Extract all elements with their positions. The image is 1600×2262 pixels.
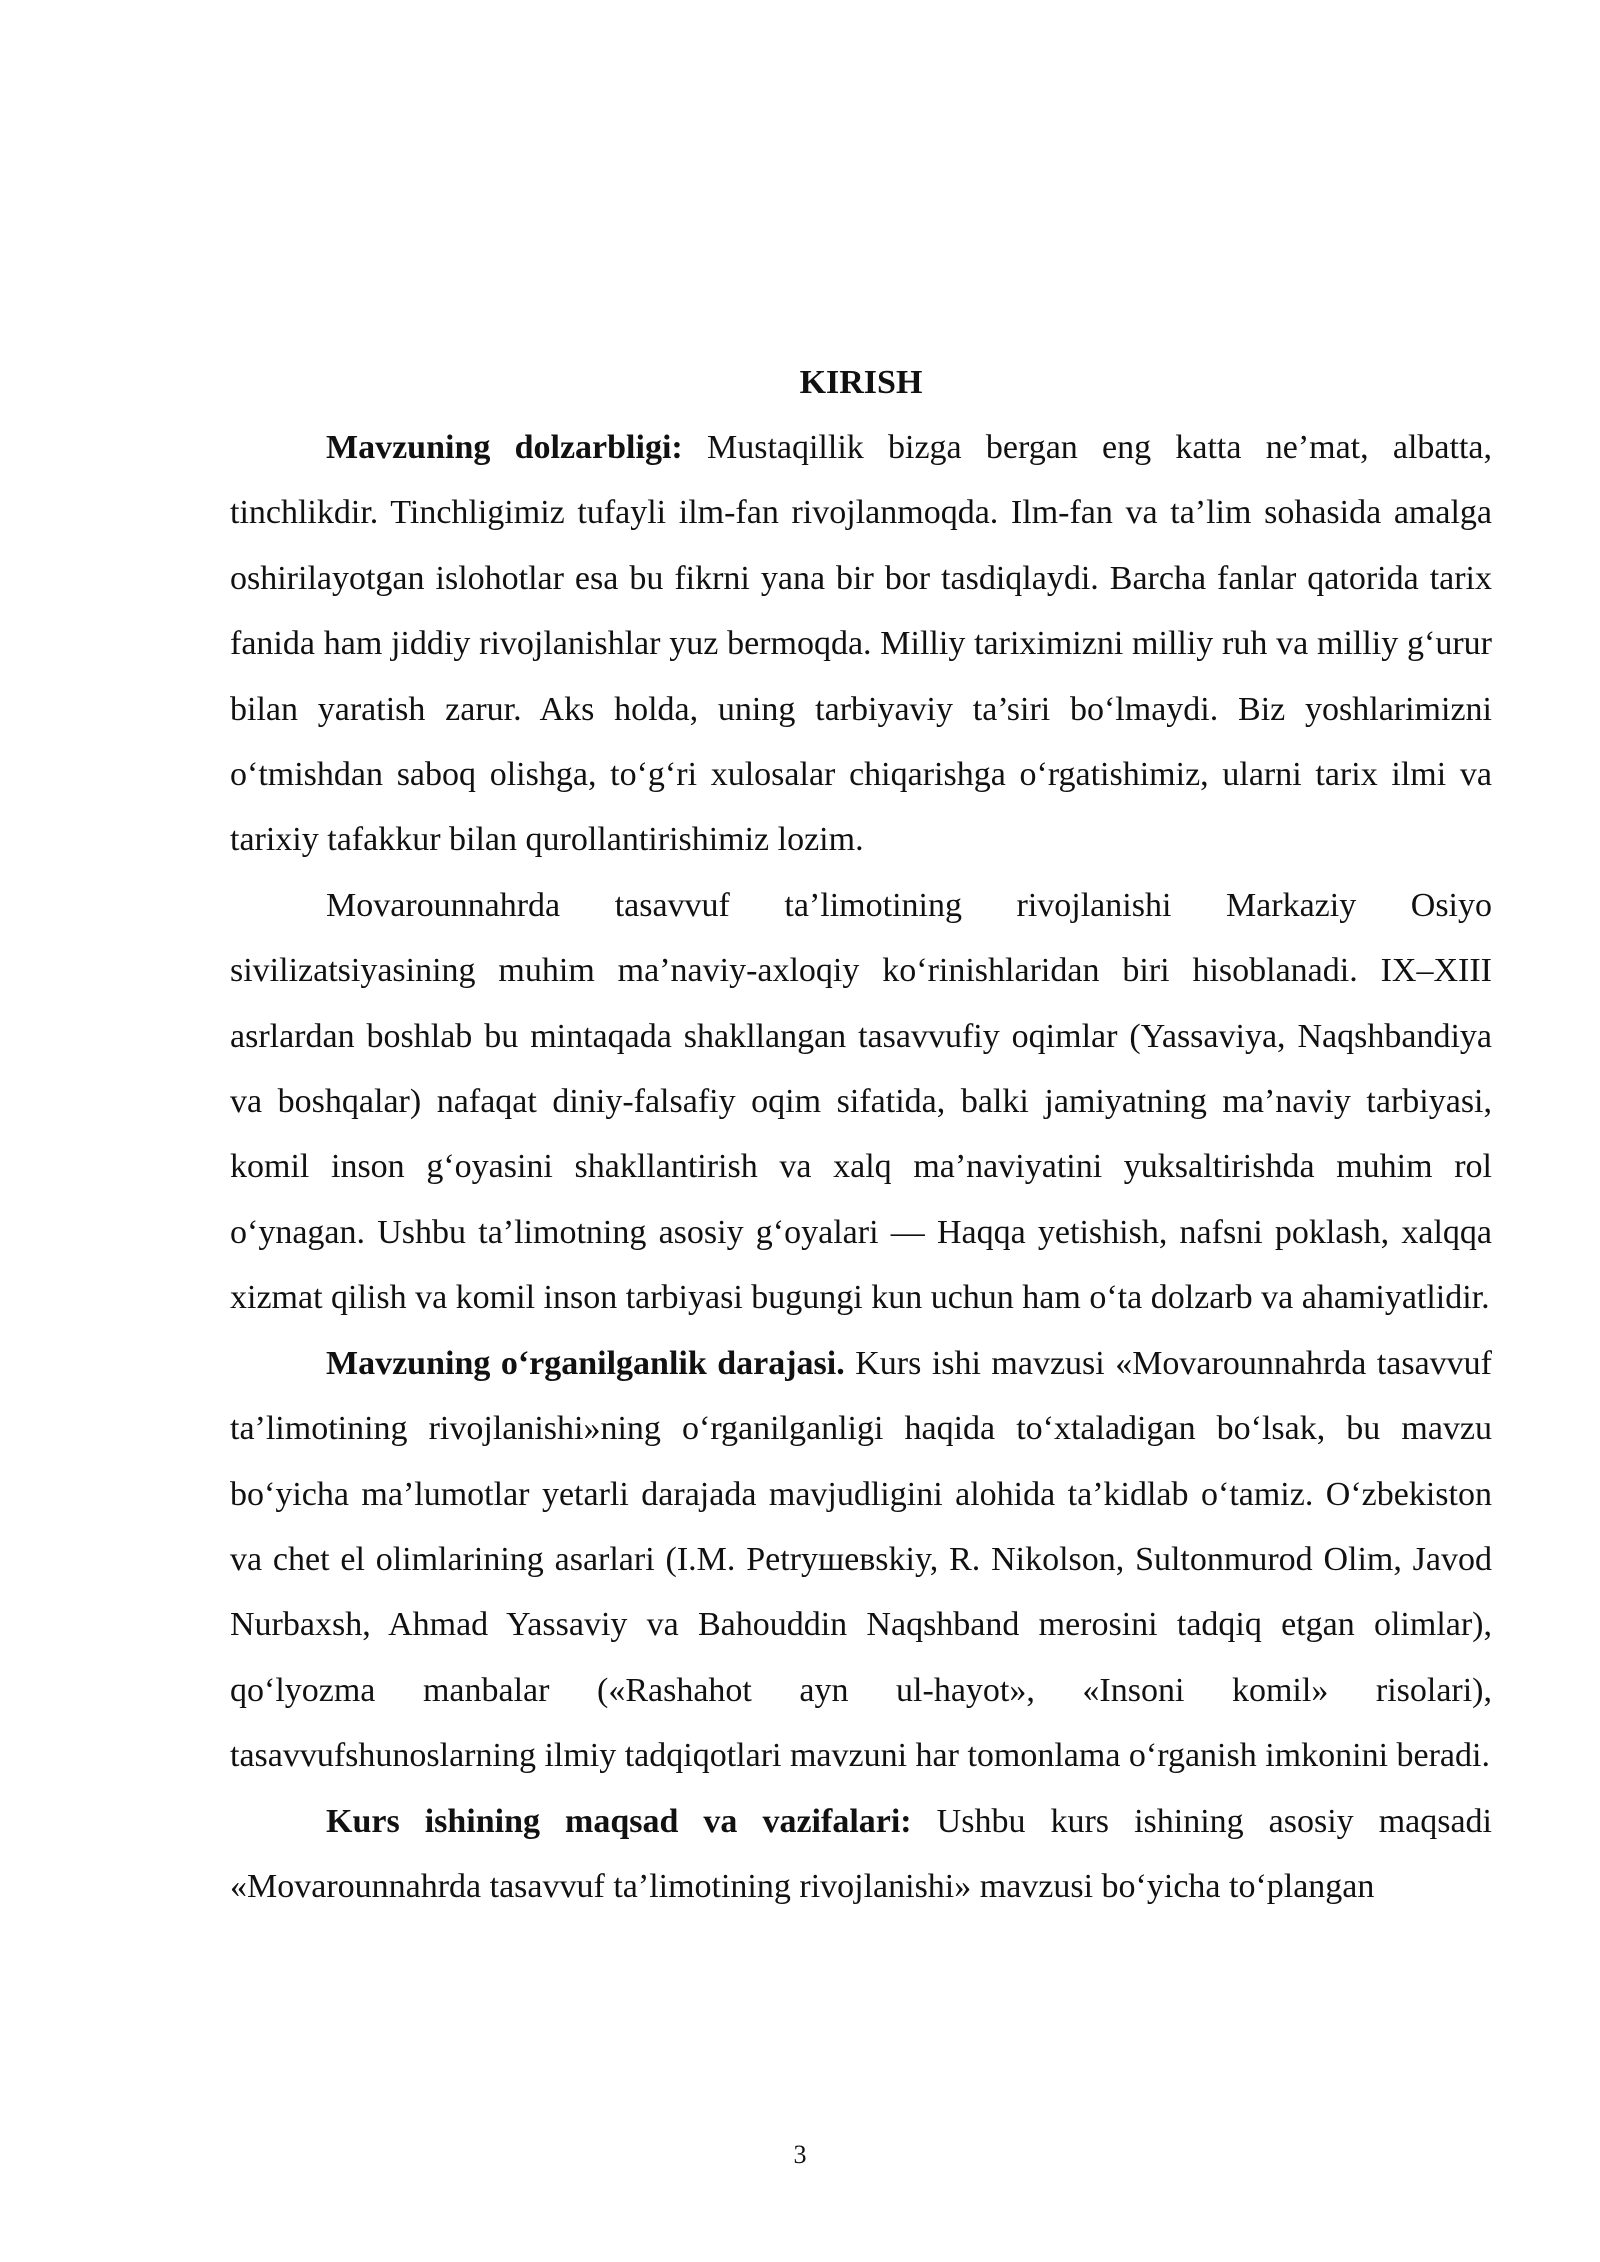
paragraph-lead: Kurs ishining maqsad va vazifalari: (326, 1802, 912, 1840)
paragraph-relevance (230, 415, 1492, 873)
paragraph-text: Kurs ishi mavzusi «Movarounnahrda tasavvuf ta’limotining rivojlanishi»ning o‘rganilganligi haqida to‘xtaladigan bo‘lsak, bu mavzu bo‘yicha ma’lumotlar yetarli darajada mavjudligini alohida ta’kidlab o‘tamiz. O‘zbekiston va chet el olimlarining asarlari (I.M. Petrушевskiy, R. Nikolson, Sultonmurod Olim, Javod Nurbaxsh, Ahmad Yassaviy va Bahouddin Naqshband merosini tadqiq etgan olimlar), qo‘lyozma manbalar («Rashahot ayn ul-hayot», «Insoni komil» risolari), tasavvufshunoslarning ilmiy tadqiqotlari mavzuni har tomonlama o‘rganish imkonini beradi. (230, 1344, 1493, 1775)
document-title: KIRISH (799, 364, 923, 401)
paragraph-text: Mustaqillik bizga bergan eng katta ne’mat, albatta, tinchlikdir. Tinchligimiz tufayli ilm-fan rivojlanmoqda. Ilm-fan va ta’lim sohasida amalga oshirilayotgan islohotlar esa bu fikrni yana bir bor tasdiqlaydi. Barcha fanlar qatorida tarix fanida ham jiddiy rivojlanishlar yuz bermoqda. Milliy tariximizni milliy ruh va milliy g‘urur bilan yaratish zarur. Aks holda, uning tarbiyaviy ta’siri bo‘lmaydi. Biz yoshlarimizni o‘tmishdan saboq olishga, to‘g‘ri xulosalar chiqarishga o‘rgatishimiz, ularni tarix ilmi va tarixiy tafakkur bilan qurollantirishimiz lozim. (230, 429, 1492, 859)
page-number: 3 (793, 2140, 807, 2169)
paragraph-study-level (230, 1331, 1492, 1789)
paragraph-text: Ushbu kurs ishining asosiy maqsadi «Movarounnahrda tasavvuf ta’limotining rivojlanishi» mavzusi bo‘yicha to‘plangan (230, 1802, 1493, 1905)
paragraph-tasavvuf-overview (230, 873, 1492, 1331)
paragraph-goals (230, 1789, 1492, 1920)
paragraph-text: Movarounnahrda tasavvuf ta’limotining rivojlanishi Markaziy Osiyo sivilizatsiyasining muhim ma’naviy-axloqiy ko‘rinishlaridan biri hisoblanadi. IX–XIII asrlardan boshlab bu mintaqada shakllangan tasavvufiy oqimlar (Yassaviya, Naqshbandiya va boshqalar) nafaqat diniy-falsafiy oqim sifatida, balki jamiyatning ma’naviy tarbiyasi, komil inson g‘oyasini shakllantirish va xalq ma’naviyatini yuksaltirishda muhim rol o‘ynagan. Ushbu ta’limotning asosiy g‘oyalari — Haqqa yetishish, nafsni poklash, xalqqa xizmat qilish va komil inson tarbiyasi bugungi kun uchun ham o‘ta dolzarb va ahamiyatlidir. (230, 886, 1492, 1317)
paragraph-lead: Mavzuning dolzarbligi: (326, 429, 683, 466)
document-body (230, 350, 1492, 1919)
paragraph-lead: Mavzuning o‘rganilganlik darajasi. (326, 1344, 845, 1382)
